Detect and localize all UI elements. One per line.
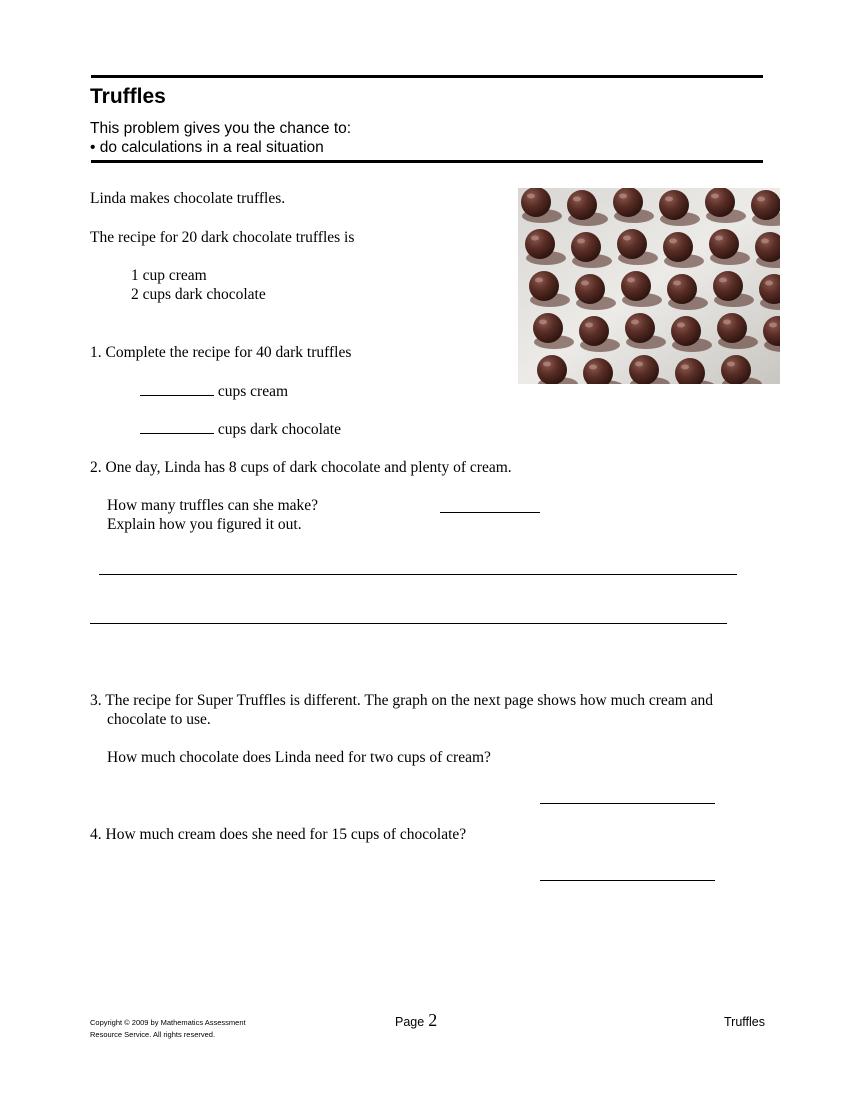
q1-answer-blank-chocolate[interactable] [140,419,214,434]
q2-explain: Explain how you figured it out. [107,516,302,533]
intro-text: This problem gives you the chance to: [90,120,352,137]
q2-explanation-line-2[interactable] [90,623,727,624]
recipe-intro: The recipe for 20 dark chocolate truffles is [90,229,355,246]
question-3-prompt-line-1: 3. The recipe for Super Truffles is different. The graph on the next page shows how much cream and [90,692,714,709]
q2-answer-line[interactable] [440,512,540,513]
footer-copyright-line-2: Resource Service. All rights reserved. [90,1030,216,1039]
header-bottom-rule [91,160,763,163]
question-3-prompt-line-2: chocolate to use. [107,711,211,728]
q3-question: How much chocolate does Linda need for two cups of cream? [107,749,491,766]
footer-page-label: Page [395,1015,425,1029]
intro-bullet: • do calculations in a real situation [90,139,324,156]
q2-explanation-line-1[interactable] [99,574,737,575]
footer-page-value: 2 [428,1010,438,1030]
top-rule [91,75,763,78]
intro-paragraph: Linda makes chocolate truffles. [90,190,286,207]
chocolate-truffles-photo [518,188,780,384]
question-1-prompt: 1. Complete the recipe for 40 dark truffles [90,344,352,361]
q4-answer-line[interactable] [540,880,715,881]
q1-label-cream: cups cream [217,383,289,400]
q1-label-chocolate: cups dark chocolate [217,421,341,438]
footer-page-number [395,1010,437,1031]
q2-question: How many truffles can she make? [107,497,319,514]
q1-answer-row-2 [140,419,341,439]
page-title: Truffles [90,85,166,108]
ingredient-chocolate: 2 cups dark chocolate [131,286,266,303]
q1-answer-blank-cream[interactable] [140,381,214,396]
q3-answer-line[interactable] [540,803,715,804]
ingredient-cream: 1 cup cream [131,267,207,284]
question-2-prompt: 2. One day, Linda has 8 cups of dark chocolate and plenty of cream. [90,459,512,476]
question-4-prompt: 4. How much cream does she need for 15 cups of chocolate? [90,826,467,843]
footer-right-label: Truffles [724,1015,765,1029]
q1-answer-row-1 [140,381,288,401]
footer-copyright-line-1: Copyright © 2009 by Mathematics Assessment [90,1018,246,1027]
